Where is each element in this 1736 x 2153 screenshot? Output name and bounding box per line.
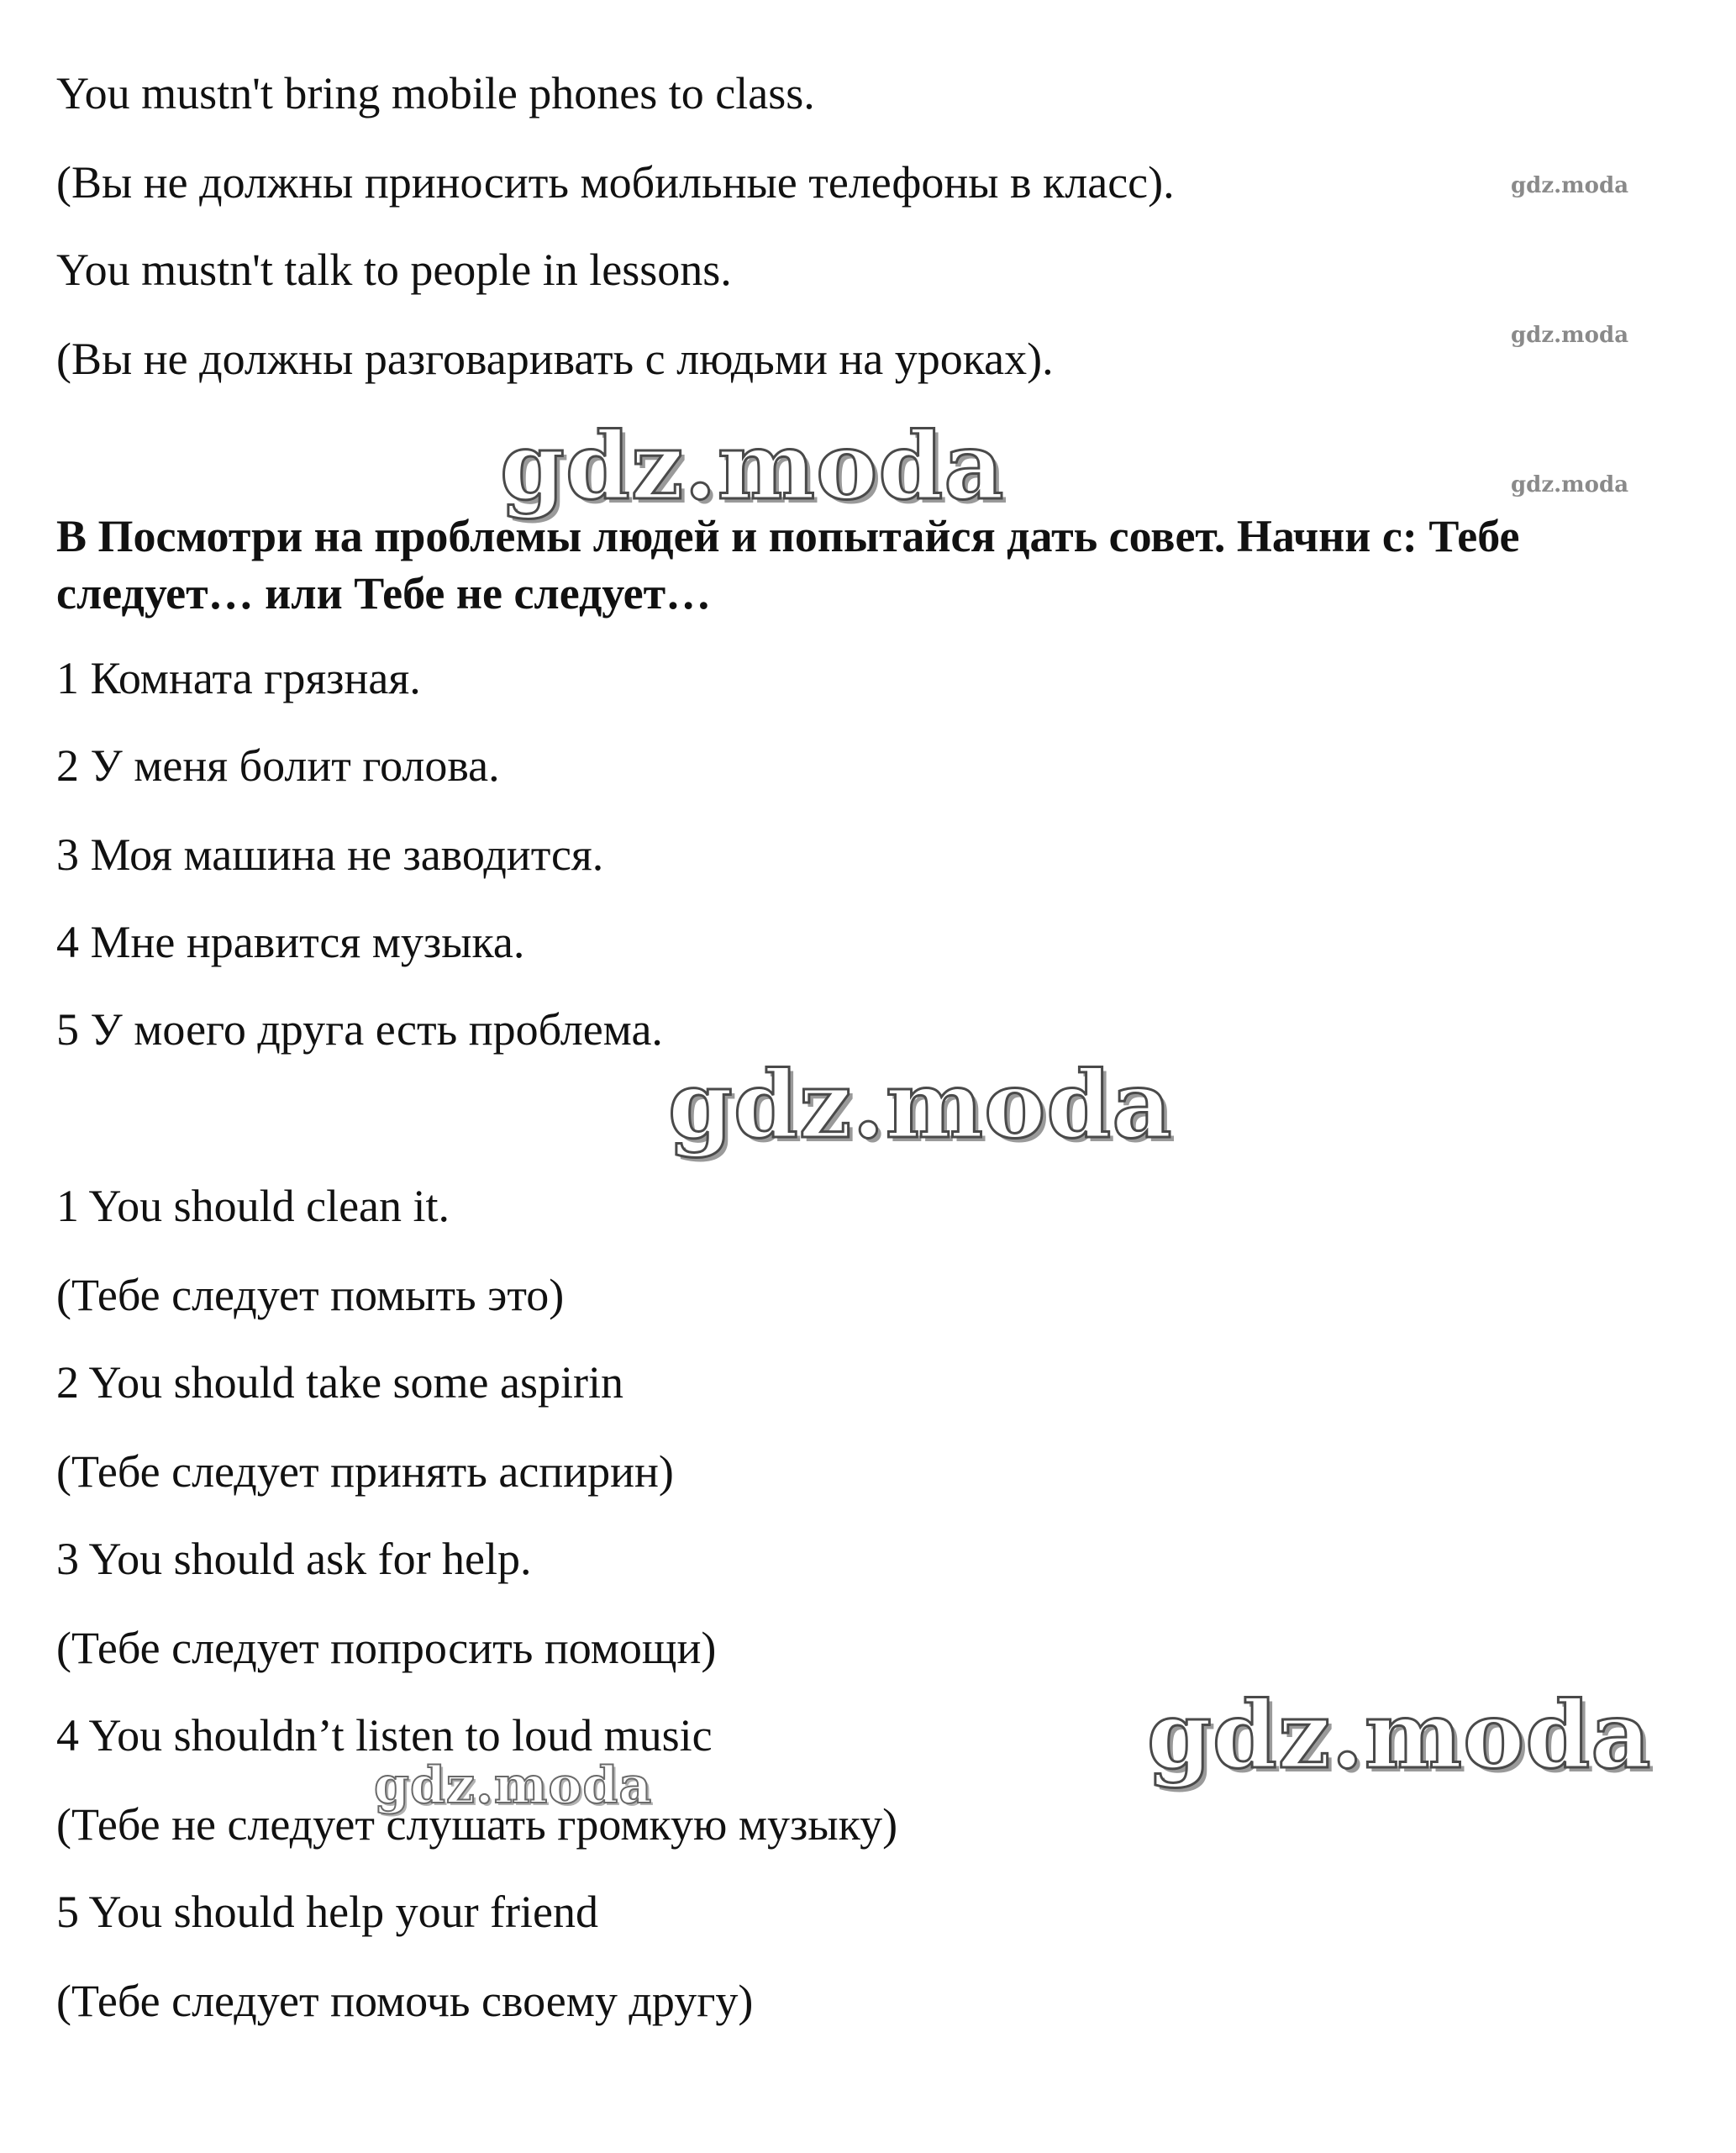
answer-3-translation: (Тебе следует попросить помощи) — [56, 1623, 717, 1673]
answer-4: 4 You shouldn’t listen to loud music — [56, 1710, 713, 1761]
intro-line-2: (Вы не должны приносить мобильные телефоны в класс). — [56, 157, 1175, 208]
task-heading: B Посмотри на проблемы людей и попытайся дать совет. Начни с: Тебе следует… или Тебе не следует… — [56, 511, 1520, 619]
problem-4: 4 Мне нравится музыка. — [56, 917, 525, 967]
watermark-mid-1: gdz.moda — [374, 1756, 653, 1815]
answer-1: 1 You should clean it. — [56, 1181, 450, 1231]
watermark-small-1: gdz.moda — [1511, 173, 1629, 198]
problem-3: 3 Моя машина не заводится. — [56, 829, 604, 880]
answer-3: 3 You should ask for help. — [56, 1534, 532, 1584]
answer-2-translation: (Тебе следует принять аспирин) — [56, 1446, 674, 1497]
answer-1-translation: (Тебе следует помыть это) — [56, 1270, 565, 1320]
watermark-big-3: gdz.moda — [1147, 1681, 1652, 1789]
intro-line-4: (Вы не должны разговаривать с людьми на уроках). — [56, 334, 1054, 384]
problem-2: 2 У меня болит голова. — [56, 740, 500, 791]
answer-4-translation: (Тебе не следует слушать громкую музыку) — [56, 1799, 898, 1850]
watermark-small-2: gdz.moda — [1511, 323, 1629, 348]
watermark-big-1: gdz.moda — [500, 412, 1005, 520]
intro-line-3: You mustn't talk to people in lessons. — [56, 245, 732, 295]
watermark-big-2: gdz.moda — [668, 1050, 1173, 1159]
problem-5: 5 У моего друга есть проблема. — [56, 1004, 663, 1055]
answer-5: 5 You should help your friend — [56, 1887, 598, 1937]
answer-2: 2 You should take some aspirin — [56, 1357, 623, 1408]
intro-line-1: You mustn't bring mobile phones to class. — [56, 68, 815, 118]
problem-1: 1 Комната грязная. — [56, 653, 421, 703]
watermark-small-3: gdz.moda — [1511, 472, 1629, 497]
answer-5-translation: (Тебе следует помочь своему другу) — [56, 1976, 754, 2026]
